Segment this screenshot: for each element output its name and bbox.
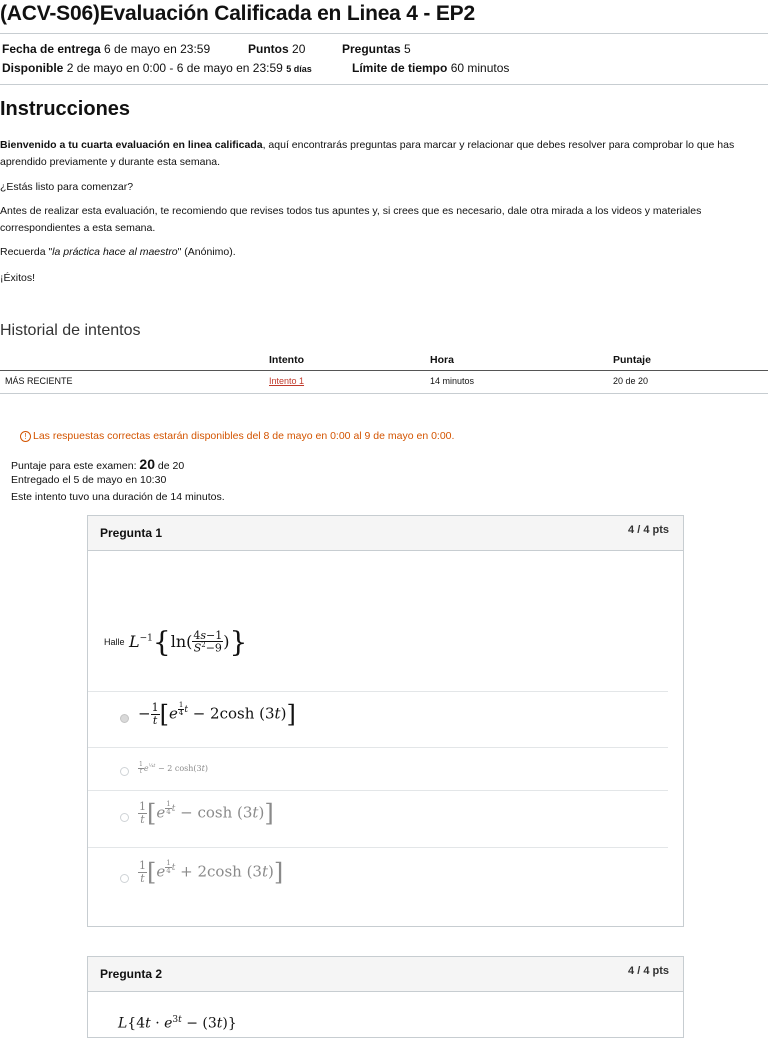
question-header	[88, 957, 683, 992]
question-card	[87, 515, 684, 927]
questions-info: Preguntas 5	[342, 42, 411, 56]
answer-expression: − $\frac{1}{t}$ [e $^{\frac{1}{4} t}$ − 2cosh (3t)]	[138, 700, 296, 729]
column-header: Hora	[430, 354, 454, 366]
submitted-info: Entregado el 5 de mayo en 10:30	[11, 474, 167, 486]
question-prompt: $L\{4t \cdot e^{3t} - (3t)\}$	[118, 1015, 237, 1032]
duration-info: Este intento tuvo una duración de 14 minutos.	[11, 491, 225, 503]
divider	[0, 33, 768, 34]
attempt-time: 14 minutos	[430, 376, 475, 386]
answer-radio[interactable]	[120, 874, 129, 883]
question-card	[87, 956, 684, 1038]
column-header: Puntaje	[613, 354, 651, 366]
answers-notice: ! Las respuestas correctas estarán disponibles del 8 de mayo en 0:00 al 9 de mayo en 0:00.	[20, 430, 454, 442]
attempt-link[interactable]: Intento 1	[269, 376, 305, 386]
question-header	[88, 516, 683, 551]
instructions-paragraph: Bienvenido a tu cuarta evaluación en linea calificada, aquí encontrarás preguntas para marcar y relacionar que debes resolver para comprobar lo que has aprendido previamente y durante esta semana.	[0, 139, 735, 168]
instructions-heading: Instrucciones	[0, 98, 131, 120]
question-points: 4 / 4 pts	[628, 965, 669, 977]
available-info: Disponible 2 de mayo en 0:00 - 6 de mayo en 23:59 5 días	[2, 61, 312, 75]
prompt-label: Halle	[104, 637, 125, 647]
answer-expression: $\frac{1}{t}$ [e $^{\frac{1}{4} t}$ − cosh (3t)]	[139, 799, 274, 828]
time-limit-info: Límite de tiempo 60 minutos	[352, 61, 510, 75]
answer-option[interactable]	[88, 790, 668, 848]
instructions-paragraph: Recuerda "la práctica hace al maestro" (Anónimo).	[0, 246, 236, 258]
instructions-paragraph: ¿Estás listo para comenzar?	[0, 181, 134, 193]
page-title: (ACV-S06)Evaluación Calificada en Linea 4 - EP2	[0, 2, 475, 25]
answer-expression: $\frac{1}{t}$ [e $^{\frac{1}{4} t}$ + 2cosh (3t)]	[139, 858, 284, 887]
answer-radio[interactable]	[120, 767, 129, 776]
points-info: Puntos 20	[248, 42, 306, 56]
exam-score: Puntaje para este examen: 20 de 20	[11, 456, 185, 472]
question-title: Pregunta 1	[100, 526, 163, 540]
attempt-score: 20 de 20	[613, 376, 649, 386]
due-date: Fecha de entrega 6 de mayo en 23:59	[2, 42, 211, 56]
answer-radio[interactable]	[120, 714, 129, 723]
question-prompt	[104, 625, 248, 658]
laplace-expression: $L^{-1}\{\ln$( $\frac{4s-1}{S^2-9}$ )}	[128, 625, 248, 658]
info-icon: !	[20, 431, 31, 442]
instructions-paragraph: Antes de realizar esta evaluación, te recomiendo que revises todos tus apuntes y, si crees que es necesario, dale otra mirada a los videos y materiales correspondientes a esta semana.	[0, 205, 702, 234]
column-header: Intento	[269, 354, 304, 366]
question-title: Pregunta 2	[100, 967, 163, 981]
divider	[0, 84, 768, 85]
answer-option[interactable]	[88, 747, 668, 791]
history-heading: Historial de intentos	[0, 322, 141, 339]
question-points: 4 / 4 pts	[628, 524, 669, 536]
table-row-border	[0, 393, 768, 394]
answer-option[interactable]	[88, 691, 668, 748]
answer-expression: $\frac{1}{t}$ $e^{\frac{1}{4}t} - 2$ cosh(3t)	[139, 761, 208, 776]
answer-option[interactable]	[88, 847, 668, 905]
instructions-paragraph: ¡Éxitos!	[0, 272, 36, 284]
answer-radio[interactable]	[120, 813, 129, 822]
table-header-border	[0, 370, 768, 371]
row-label: MÁS RECIENTE	[5, 376, 73, 386]
